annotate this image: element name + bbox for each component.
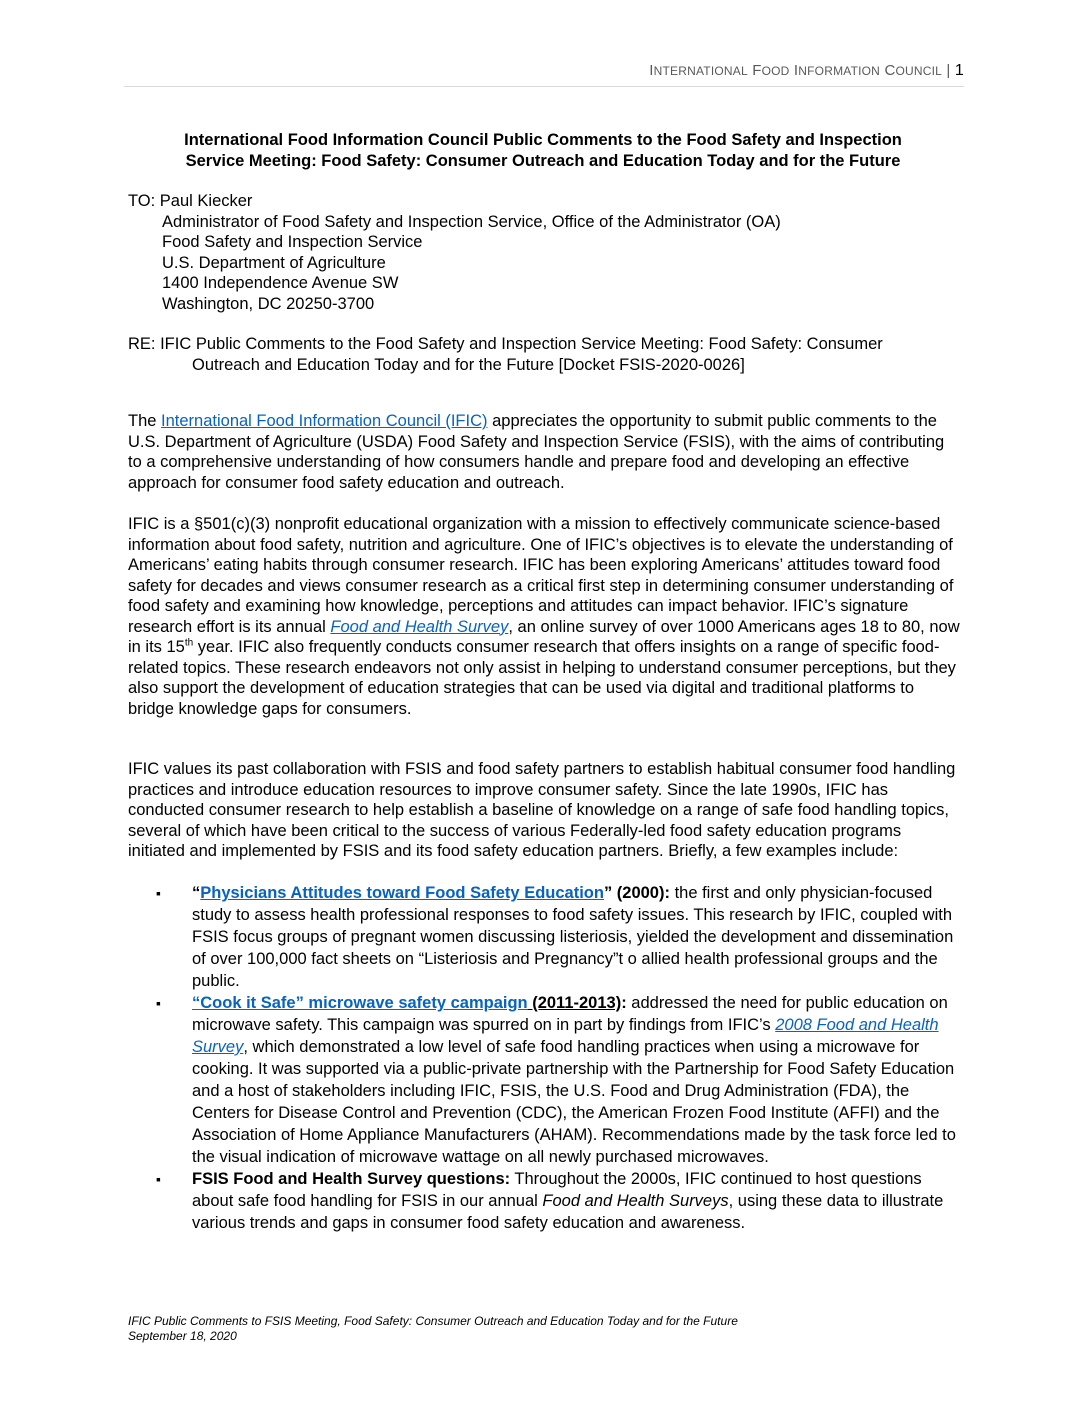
item-text: , which demonstrated a low level of safe food handling practices when using a microwave for cooking. It was supported via a public-private partnership with the Partnership for Food Safety Education and a host of stakeholders including IFIC, FSIS, the U.S. Food and Drug Administration (FDA), the Centers for Disease Control and Prevention (CDC), the American Frozen Food Institute (AFFI) and the Association of Home Appliance Manufacturers (AHAM). Recommendations made by the task force led to the visual indication of microwave wattage on all newly purchased microwaves. [192, 1038, 956, 1166]
header-org-word: OOD [761, 64, 790, 78]
addressee-title: Administrator of Food Safety and Inspection Service, Office of the Administrator (OA) [162, 212, 781, 231]
bullet-icon: ▪ [156, 995, 161, 1011]
running-footer [128, 1314, 968, 1344]
item-heading: FSIS Food and Health Survey questions: [192, 1170, 511, 1188]
bullet-icon: ▪ [156, 885, 161, 901]
paragraph-about-ific [128, 514, 960, 719]
header-org-initial: C [884, 62, 896, 79]
paragraph-collaboration [128, 759, 960, 862]
quote-mark: “ [192, 884, 201, 902]
addressee-line: U.S. Department of Agriculture [162, 253, 386, 272]
header-org-word: NFORMATION [798, 64, 881, 78]
item-text: , using these data to illustrate various trends and gaps in consumer food safety education and awareness. [192, 1192, 944, 1232]
to-line: TO: Paul Kiecker [128, 192, 253, 210]
paragraph-text: IFIC is a §501(c)(3) nonprofit educational organization with a mission to effectively communicate science-based information about food safety, nutrition and agriculture. One of IFIC’s objectives is to elevate the understanding of Americans’ eating habits through consumer research. IFIC has been exploring Americans’ attitudes toward food safety for decades and views consumer research as a critical first step in determining consumer understanding of food safety and examining how knowledge, perceptions and attitudes can impact behavior. IFIC’s signature research effort is its annual [128, 515, 954, 636]
header-separator: | [946, 62, 951, 79]
item-year: (2011-2013) [527, 994, 622, 1012]
paragraph-text: appreciates the opportunity to submit public comments to the U.S. Department of Agriculture (USDA) Food Safety and Inspection Service (FSIS), with the aims of contributing to a comprehensive understanding of how consumers handle and prepare food and developing an effective approach for consumer food safety education and outreach. [128, 412, 945, 492]
paragraph-text: , an online survey of over 1000 Americans ages 18 to 80, now in its 15 [128, 617, 960, 656]
header-org-word: NTERNATIONAL [653, 64, 748, 78]
food-and-health-survey-link[interactable]: Food and Health Survey [330, 617, 509, 636]
running-header [128, 62, 964, 80]
paragraph-text: IFIC values its past collaboration with FSIS and food safety partners to establish habitual consumer food handling practices and introduce education resources to improve consumer safety. Since the late 1990s, IFIC has conducted consumer research to help establish a baseline of knowledge on a range of safe food handling topics, several of which have been critical to the success of various Federally-led food safety education programs initiated and implemented by FSIS and its food safety education partners. Briefly, a few examples include: [128, 760, 956, 860]
physicians-attitudes-link[interactable]: Physicians Attitudes toward Food Safety Education [200, 884, 604, 902]
header-org-word: OUNCIL [895, 64, 943, 78]
footer-title: IFIC Public Comments to FSIS Meeting, Food Safety: Consumer Outreach and Education Today and for the Future [128, 1314, 738, 1328]
header-org-initial: I [649, 62, 654, 79]
addressee-line: Washington, DC 20250-3700 [162, 294, 375, 313]
addressee-line: 1400 Independence Avenue SW [162, 274, 399, 292]
item-italic: Food and Health Surveys [542, 1192, 729, 1210]
item-text: the first and only physician-focused study to assess health professional responses to food safety issues. This research by IFIC, coupled with FSIS focus groups of pregnant women discussing listeriosis, yielded the development and dissemination of over 100,000 fact sheets on “Listeriosis and Pregnancy”t o allied health professional groups and the public. [192, 884, 954, 990]
title-line-2: Service Meeting: Food Safety: Consumer Outreach and Education Today and for the Future [185, 151, 901, 170]
cook-it-safe-link[interactable]: “Cook it Safe” microwave safety campaign [192, 994, 528, 1012]
survey-2008-link[interactable]: 2008 Food and Health Survey [192, 1016, 939, 1056]
item-year: ” (2000): [603, 884, 670, 902]
subject-block [128, 334, 968, 375]
paragraph-text: The [128, 412, 162, 430]
title-line-1: International Food Information Council Public Comments to the Food Safety and Inspection [184, 131, 902, 149]
header-org-initial: F [752, 62, 762, 79]
subject-line-2: Outreach and Education Today and for the Future [Docket FSIS-2020-0026] [192, 355, 745, 374]
item-colon: : [621, 994, 627, 1012]
addressee-block [128, 191, 968, 314]
document-title [128, 130, 958, 171]
subject-line-1: RE: IFIC Public Comments to the Food Safety and Inspection Service Meeting: Food Safety: Consumer [128, 335, 883, 353]
header-org-initial: I [793, 62, 799, 79]
page-number: 1 [954, 62, 964, 79]
footer-date: September 18, 2020 [128, 1329, 237, 1343]
list-item [128, 882, 960, 992]
paragraph-text: year. IFIC also frequently conducts consumer research that offers insights on a range of specific food-related topics. These research endeavors not only assist in helping to understand consumer perceptions, but they also support the development of education strategies that can be used via digital and traditional platforms to bridge knowledge gaps for consumers. [128, 638, 956, 718]
paragraph-intro [128, 411, 960, 493]
bullet-icon: ▪ [156, 1171, 161, 1187]
list-item [128, 992, 960, 1168]
header-rule [124, 86, 964, 87]
item-text: Throughout the 2000s, IFIC continued to host questions about safe food handling for FSIS in our annual [192, 1170, 922, 1210]
ordinal-suffix: th [184, 637, 194, 649]
ific-link[interactable]: International Food Information Council (IFIC) [161, 412, 488, 430]
item-text: addressed the need for public education on microwave safety. This campaign was spurred on in part by findings from IFIC’s [192, 994, 948, 1034]
addressee-line: Food Safety and Inspection Service [162, 233, 423, 251]
list-item [128, 1168, 960, 1234]
examples-list [128, 882, 960, 1234]
